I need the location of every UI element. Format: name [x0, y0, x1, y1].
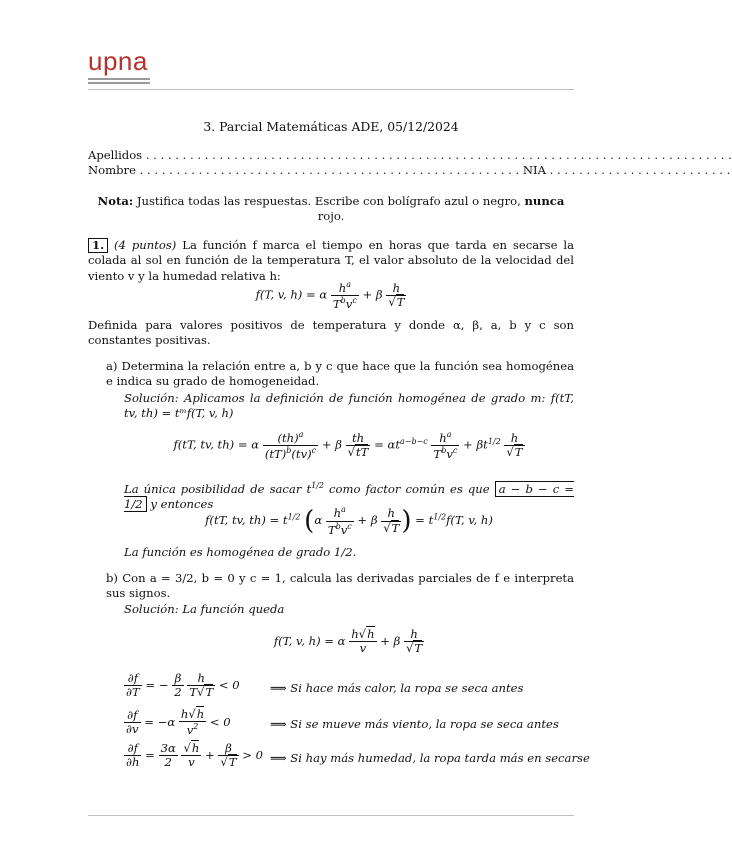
part-a-solution-intro: Solución: Aplicamos la definición de función homogénea de grado m: f(tT, tv, th) = tᵐf(T, v, h) [124, 391, 574, 421]
university-logo [88, 48, 150, 86]
interpretation-h: ⟹ Si hay más humedad, la ropa tarda más en secarse [270, 751, 590, 765]
nombre-nia-field: Nombre . . . . . . . . . . . . . . . . . . . . . . . . . . . . . . . . . . . . . . . . . . . . . . . . . . . . NIA . . . . . . . . . . . . . . . . . . . . . . . . . [88, 163, 731, 177]
logo-text: upna [88, 46, 148, 76]
interpretation-T: ⟹ Si hace más calor, la ropa se seca antes [270, 681, 524, 695]
boxed-condition: a − b − c = 1/2 [124, 481, 574, 512]
factor-text-2: como factor común es que [323, 481, 495, 496]
nota-line [88, 194, 574, 225]
factor-text-1: La única posibilidad de sacar t [124, 481, 312, 496]
part-a-question: a) Determina la relación entre a, b y c que hace que la función sea homogénea e indica su grado de homogeneidad. [106, 359, 574, 389]
problem-text: La función f marca el tiempo en horas que tarda en secarse la colada al sol en función de la temperatura T, el valor absoluto de la velocidad del viento v y la humedad relativa h: [88, 238, 574, 283]
logo-subtitle-graphic [88, 78, 150, 84]
nota-label: Nota: [97, 194, 134, 208]
part-b-question: b) Con a = 3/2, b = 0 y c = 1, calcula las derivadas parciales de f e interpreta sus signos. [106, 571, 574, 601]
interpretation-v: ⟹ Si se mueve más viento, la ropa se seca antes [270, 717, 559, 731]
part-a-result-equation: f(tT, tv, $th) = t^{1/2}$ (α $\frac{h^a}{T^bv^c}$ + β $\frac{h}{√T}$ ) = $t^{1/2}f(T$, v, h) [205, 505, 493, 537]
header-rule [88, 89, 574, 90]
problem-definition: Definida para valores positivos de temperatura y donde α, β, a, b y c son constantes positivas. [88, 318, 574, 348]
exam-title: 3. Parcial Matemáticas ADE, 05/12/2024 [203, 119, 459, 134]
part-a-homogeneity-equation: f(tT, tv, th) = α $\frac{(th)^a}{(tT)^b(tv)^c}$ + β $\frac{th}{√tT}$ = $\alpha t^{a-b-c}$ $\frac{h^a}{T^bv^c}$ + $\beta t^{1/2}$ $\frac{h}{√T}$ [173, 430, 523, 462]
nota-text-2: rojo. [317, 209, 345, 224]
footer-rule [88, 815, 574, 816]
partial-derivative-h: $\frac{\partial f}{\partial h}$ = $\frac{3\alpha}{2}$ $\frac{√h}{v}$ + $\frac{\beta}{√T}$ > 0 [126, 741, 264, 770]
problem-points: (4 puntos) [114, 238, 177, 252]
part-a-factor-text: La única posibilidad de sacar $t^{1/2}$ como factor común es que a − b − c = 1/2 y entonces [124, 481, 574, 512]
part-b-solution-intro: Solución: La función queda [124, 602, 285, 616]
part-a-conclusion: La función es homogénea de grado 1/2. [124, 545, 357, 559]
nota-emph: nunca [524, 194, 565, 208]
part-b-function-equation: f(T, v, h) = α $\frac{h√h}{v}$ + β $\frac{h}{√T}$ [273, 627, 423, 656]
problem-statement [88, 238, 574, 284]
function-definition-equation: f(T, v, h) = α $\frac{h^a}{T^bv^c}$ + β $\frac{h}{√T}$ [255, 280, 405, 312]
apellidos-field: Apellidos . . . . . . . . . . . . . . . . . . . . . . . . . . . . . . . . . . . . . . . . . . . . . . . . . . . . . . . . . . . . . . . . . . . . . . . . . . . . . . . . [88, 148, 732, 162]
factor-text-3: y entonces [146, 497, 214, 512]
nota-text-1: Justifica todas las respuestas. Escribe con bolígrafo azul o negro, [133, 194, 525, 208]
partial-derivative-T: $\frac{\partial f}{\partial T}$ = − $\frac{\beta}{2}$ $\frac{h}{T√T}$ < 0 [126, 671, 240, 700]
partial-derivative-v: $\frac{\partial f}{\partial v}$ = −α $\frac{h√h}{v^2}$ < 0 [126, 707, 231, 738]
problem-number: 1. [88, 238, 108, 253]
